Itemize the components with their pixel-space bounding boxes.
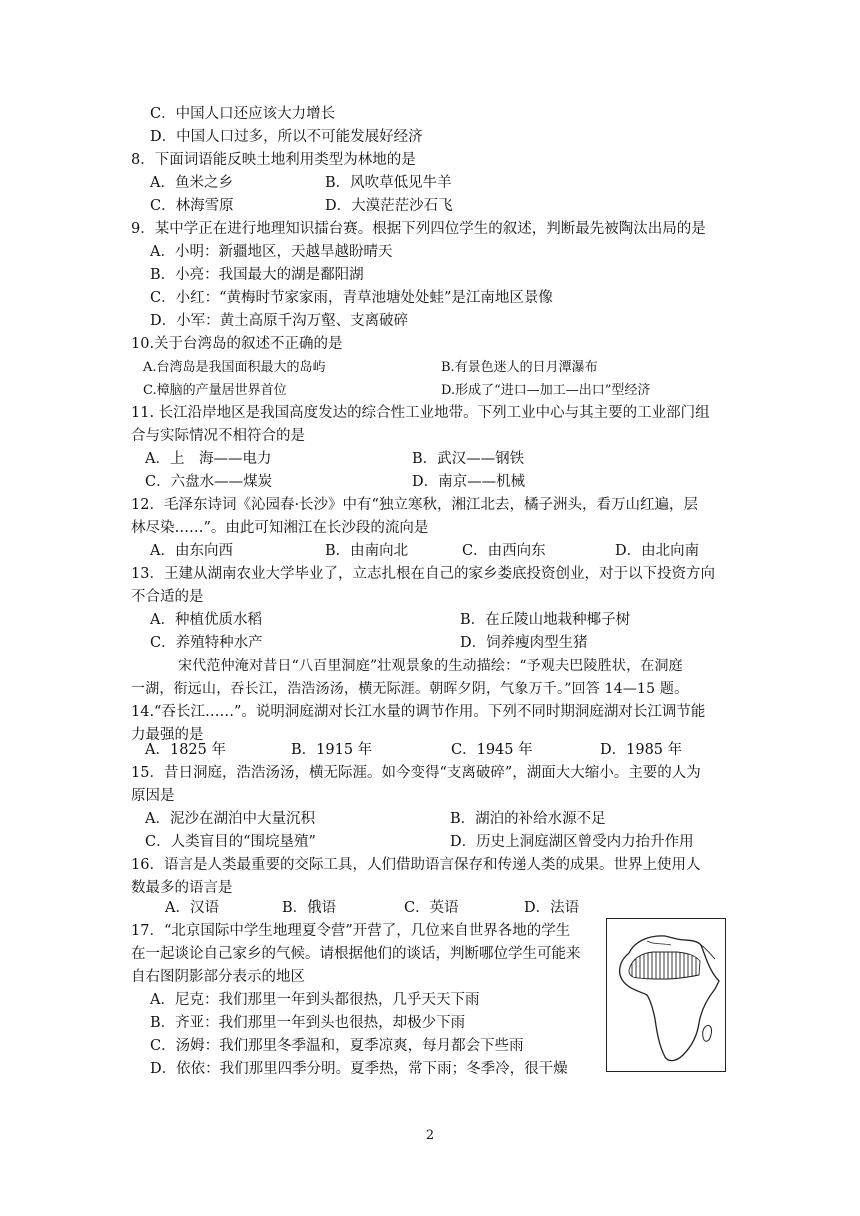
q9-stem: 9．某中学正在进行地理知识擂台赛。根据下列四位学生的叙述，判断最先被陶汰出局的是 [131, 221, 706, 237]
q14-option-a: A．1825 年 [145, 742, 226, 758]
q11-option-a: A．上 海——电力 [145, 451, 272, 467]
q12-stem-line1: 12．毛泽东诗词《沁园春·长沙》中有“独立寒秋，湘江北去，橘子洲头，看万山红遍，层 [131, 497, 698, 513]
q13-stem-line1: 13．王建从湖南农业大学毕业了，立志扎根在自己的家乡娄底投资创业，对于以下投资方向 [131, 566, 715, 582]
q10-option-b: B.有景色迷人的日月潭瀑布 [441, 360, 598, 375]
q13-option-b: B．在丘陵山地栽种椰子树 [460, 612, 631, 628]
q12-option-d: D．由北向南 [615, 543, 700, 559]
q10-stem: 10.关于台湾岛的叙述不正确的是 [131, 336, 343, 352]
q17-stem-line1: 17．“北京国际中学生地理夏令营”开营了，几位来自世界各地的学生 [131, 923, 571, 939]
q16-option-c: C．英语 [404, 900, 459, 916]
q17-option-a: A．尼克：我们那里一年到头都很热，几乎天天下雨 [150, 992, 480, 1008]
q12-option-b: B．由南向北 [325, 543, 409, 559]
madagascar-island [703, 1025, 712, 1041]
passage-line2: 一湖，衔远山，吞长江，浩浩汤汤，横无际涯。朝晖夕阴，气象万千。”回答 14—15 题。 [131, 681, 689, 697]
q11-option-d: D．南京——机械 [412, 474, 526, 490]
q17-option-c: C．汤姆：我们那里冬季温和，夏季凉爽，每月都会下些雨 [150, 1038, 524, 1054]
q14-option-c: C．1945 年 [451, 742, 533, 758]
q9-option-d: D．小军：黄土高原千沟万壑、支离破碎 [150, 313, 409, 329]
q11-option-c: C．六盘水——煤炭 [145, 474, 273, 490]
q8-option-b: B．风吹草低见牛羊 [325, 175, 452, 191]
q16-stem-line2: 数最多的语言是 [131, 880, 233, 896]
q17-option-b: B．齐亚：我们那里一年到头也很热，却极少下雨 [150, 1015, 466, 1031]
q14-stem-line2: 力最强的是 [131, 727, 204, 743]
q12-option-c: C．由西向东 [462, 543, 546, 559]
q9-option-a: A．小明：新疆地区，天越旱越盼晴天 [150, 244, 393, 260]
q8-stem: 8．下面词语能反映土地利用类型为林地的是 [131, 152, 416, 168]
q14-stem-line1: 14.“吞长江……”。说明洞庭湖对长江水量的调节作用。下列不同时期洞庭湖对长江调节能 [131, 704, 706, 720]
passage-line1: 宋代范仲淹对昔日“八百里洞庭”壮观景象的生动描绘：“予观夫巴陵胜状，在洞庭 [178, 658, 683, 674]
q17-stem-line2: 在一起谈论自己家乡的气候。请根据他们的谈话，判断哪位学生可能来 [131, 946, 581, 962]
q11-stem-line1: 11. 长江沿岸地区是我国高度发达的综合性工业地带。下列工业中心与其主要的工业部门组 [131, 405, 710, 421]
q9-option-c: C．小红：“黄梅时节家家雨，青草池塘处处蛙”是江南地区景像 [150, 290, 553, 306]
q16-option-b: B．俄语 [282, 900, 337, 916]
q9-option-b: B．小亮：我国最大的湖是鄱阳湖 [150, 267, 364, 283]
q16-option-a: A．汉语 [165, 900, 219, 916]
q15-option-b: B．湖泊的补给水源不足 [450, 811, 606, 827]
shaded-region [629, 952, 700, 979]
q16-option-d: D．法语 [524, 900, 580, 916]
q11-option-b: B．武汉——钢铁 [412, 451, 525, 467]
q8-option-a: A．鱼米之乡 [150, 175, 233, 191]
q13-option-d: D．饲养瘦肉型生猪 [460, 635, 588, 651]
q15-option-c: C．人类盲目的“围垸垦殖” [145, 834, 316, 850]
q13-option-a: A．种植优质水稻 [150, 612, 262, 628]
q13-option-c: C．养殖特种水产 [150, 635, 263, 651]
africa-outline-map [607, 919, 725, 1071]
q8-option-c: C．林海雪原 [150, 198, 234, 214]
q14-option-b: B．1915 年 [291, 742, 373, 758]
page-number: 2 [425, 1128, 435, 1143]
q7-option-c: C．中国人口还应该大力增长 [150, 106, 336, 122]
q10-option-d: D.形成了“进口—加工—出口”型经济 [441, 383, 651, 398]
q12-option-a: A．由东向西 [150, 543, 233, 559]
q10-option-a: A.台湾岛是我国面积最大的岛屿 [143, 360, 326, 375]
q16-stem-line1: 16．语言是人类最重要的交际工具，人们借助语言保存和传递人类的成果。世界上使用人 [131, 857, 701, 873]
q13-stem-line2: 不合适的是 [131, 589, 204, 605]
q10-option-c: C.樟脑的产量居世界首位 [143, 383, 287, 398]
q15-option-a: A．泥沙在湖泊中大量沉积 [145, 811, 315, 827]
q15-option-d: D．历史上洞庭湖区曾受内力抬升作用 [450, 834, 694, 850]
q8-option-d: D．大漠茫茫沙石飞 [325, 198, 453, 214]
q17-stem-line3: 自右图阴影部分表示的地区 [131, 969, 305, 985]
q7-option-d: D．中国人口过多，所以不可能发展好经济 [150, 129, 423, 145]
q15-stem-line2: 原因是 [131, 788, 175, 804]
q14-option-d: D．1985 年 [600, 742, 683, 758]
q15-stem-line1: 15．昔日洞庭，浩浩汤汤，横无际涯。如今变得“支离破碎”，湖面大大缩小。主要的人为 [131, 765, 701, 781]
africa-map-figure [606, 918, 726, 1072]
q12-stem-line2: 林尽染……”。由此可知湘江在长沙段的流向是 [131, 520, 429, 536]
q11-stem-line2: 合与实际情况不相符合的是 [131, 428, 305, 444]
q17-option-d: D．依依：我们那里四季分明。夏季热，常下雨；冬季冷，很干燥 [150, 1061, 568, 1077]
